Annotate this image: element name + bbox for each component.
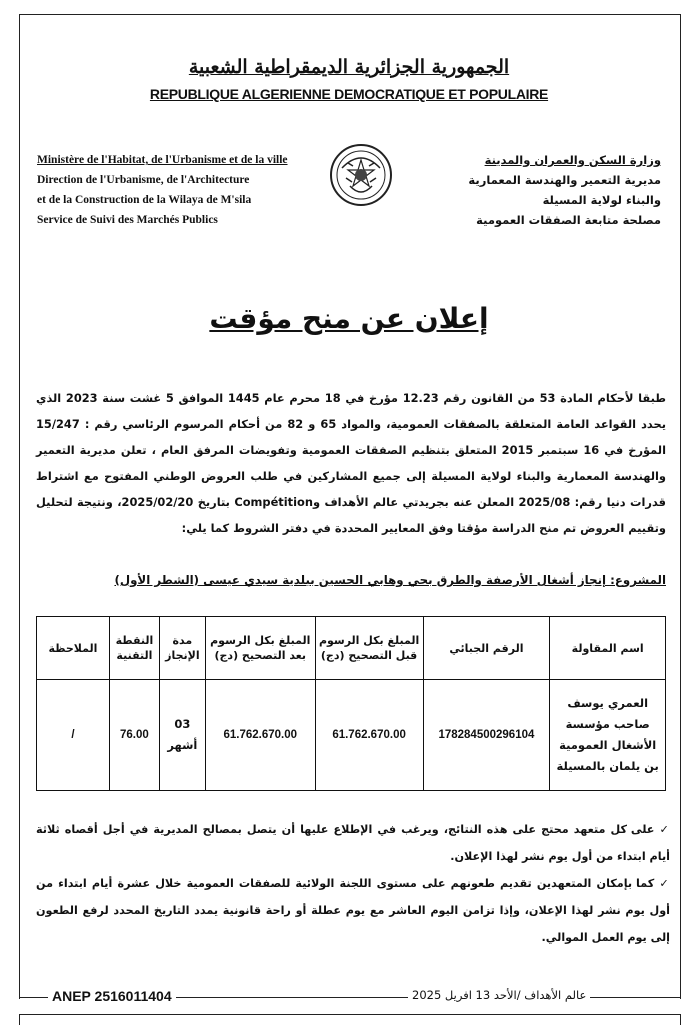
legal-paragraph: طبقا لأحكام المادة 53 من القانون رقم 12.23 مؤرخ في 18 محرم عام 1445 الموافق 5 غشت سنة 2023 الذي يحدد القواعد العامة المتعلقة بالصفقات العمومية، والمواد 65 و 82 من أحكام المرسوم الرئاسي رقم : 15/247 المؤرخ في 16 سبتمبر 2015 المتعلق بتنظيم الصفقات العمومية وتفويضات المرفق العام ، تعلن مديرية التعمير والهندسة المعمارية والبناء لولاية المسيلة إلى جميع المشاركين في طلب العروض الوطني المفتوح مع اشتراط قدرات دنيا رقم: 2025/08 المعلن عنه بجريدتي عالم الأهداف وCompétition بتاريخ 2025/02/20، ونتيجة لتحليل وتقييم العروض تم منح الدراسة مؤقتا وفق المعايير المحددة في دفتر الشروط كما يلي: — [36, 391, 667, 535]
service-line: Service de Suivi des Marchés Publics — [37, 214, 218, 226]
note-item — [36, 816, 670, 870]
wilaya-line: et de la Construction de la Wilaya de M'sila — [37, 194, 252, 206]
note-item — [36, 870, 670, 951]
country-title-ar: الجمهورية الجزائرية الديمقراطية الشعبية — [188, 56, 510, 78]
checkmark-icon: ✓ — [659, 823, 670, 836]
col-technical-score-header: النقطة التقنية — [109, 617, 159, 680]
col-amount-before-header: المبلغ بكل الرسوم قبل التصحيح (دج) — [315, 617, 423, 680]
note-text: كما بإمكان المتعهدين تقديم طعونهم على مستوى اللجنة الولائية للصفقات العمومية خلال عشرة أيام ابتداء من أول يوم نشر لهذا الإعلان، وإذا تزامن اليوم العاشر مع يوم عطلة أو راحة قانونية يمدد التاريخ المحدد لرفع الطعون إلى يوم العمل الموالي. — [36, 877, 670, 944]
col-note-header: الملاحظة — [37, 617, 110, 680]
publication-date: عالم الأهداف /الأحد 13 افريل 2025 — [408, 988, 590, 1002]
cell-tax-id: 178284500296104 — [423, 680, 550, 791]
ministry-line-ar: وزارة السكن والعمران والمدينة — [484, 153, 661, 167]
col-company-header: اسم المقاولة — [550, 617, 666, 680]
cell-amount-before: 61.762.670.00 — [315, 680, 423, 791]
service-line-ar: مصلحة متابعة الصفقات العمومية — [476, 213, 661, 227]
cell-technical-score: 76.00 — [109, 680, 159, 791]
country-title-fr: REPUBLIQUE ALGERIENNE DEMOCRATIQUE ET POPULAIRE — [149, 86, 549, 102]
col-tax-id-header: الرقم الجبائي — [423, 617, 550, 680]
cell-amount-after: 61.762.670.00 — [205, 680, 315, 791]
table-header-row — [37, 617, 666, 680]
announcement-title: إعلان عن منح مؤقت — [209, 302, 489, 335]
directorate-line: Direction de l'Urbanisme, de l'Architecture — [37, 174, 250, 186]
project-line: المشروع: إنجاز أشغال الأرصفة والطرق بحي وهابي الحسين ببلدية سيدي عيسى (الشطر الأول) — [114, 573, 666, 587]
col-duration-header: مدة الإنجاز — [159, 617, 205, 680]
cell-company: العمري يوسف صاحب مؤسسة الأشغال العمومية بن يلمان بالمسيلة — [550, 680, 666, 791]
wilaya-line-ar: والبناء لولاية المسيلة — [542, 193, 661, 207]
ministry-header-ar — [421, 150, 661, 230]
cell-note: / — [37, 680, 110, 791]
checkmark-icon: ✓ — [659, 877, 671, 890]
directorate-line-ar: مديرية التعمير والهندسة المعمارية — [468, 173, 661, 187]
ministry-header-fr — [37, 150, 317, 230]
note-text: على كل متعهد محتج على هذه النتائج، ويرغب في الإطلاع عليها أن يتصل بمصالح المديرية في أجل أقصاه ثلاثة أيام ابتداء من أول يوم نشر لهذا الإعلان. — [36, 823, 670, 863]
award-table — [36, 616, 666, 791]
col-amount-after-header: المبلغ بكل الرسوم بعد التصحيح (دج) — [205, 617, 315, 680]
cell-duration: 03 أشهر — [159, 680, 205, 791]
next-page-edge — [19, 1014, 681, 1025]
notes-section — [36, 816, 670, 951]
algeria-state-emblem-icon — [328, 138, 394, 212]
ministry-line: Ministère de l'Habitat, de l'Urbanisme et de la ville — [37, 154, 288, 166]
table-row — [37, 680, 666, 791]
anep-reference: ANEP 2516011404 — [48, 988, 176, 1004]
